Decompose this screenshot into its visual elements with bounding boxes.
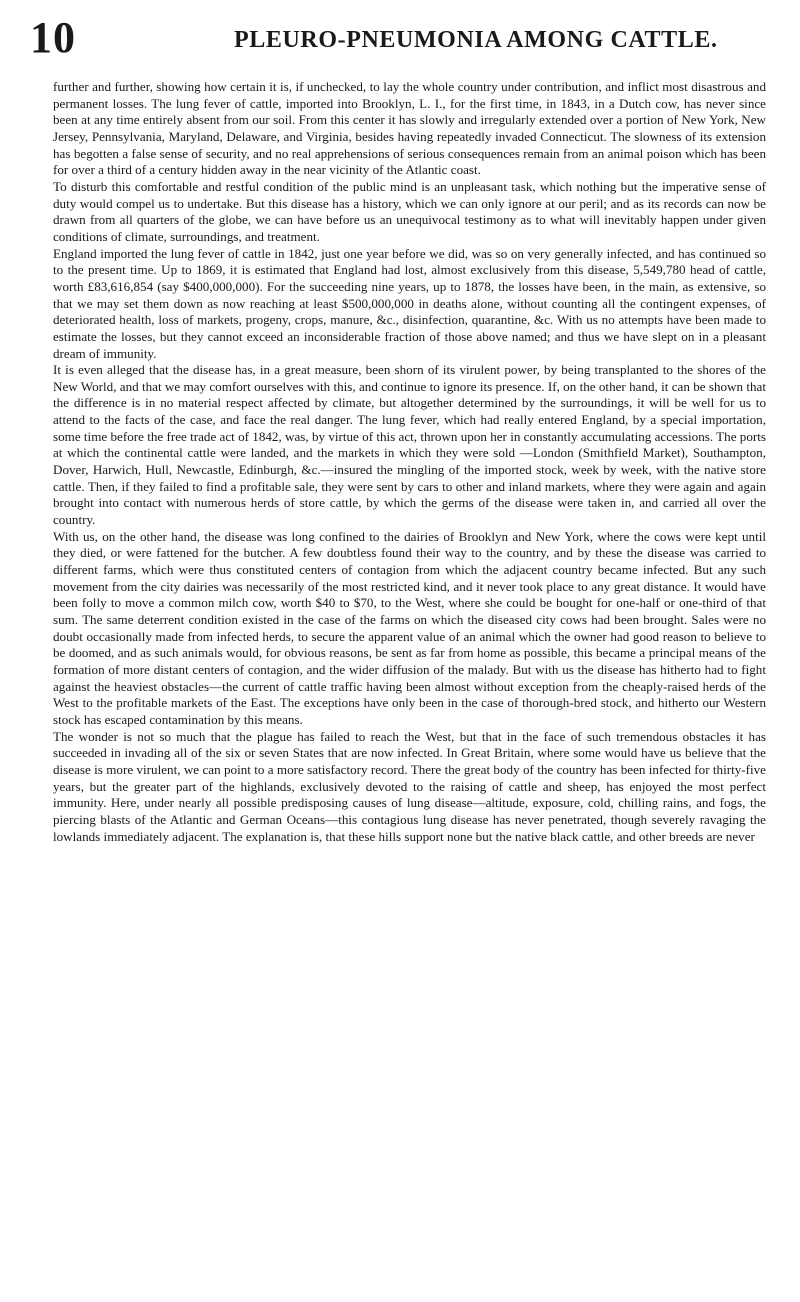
paragraph: further and further, showing how certain it is, if unchecked, to lay the whole country under contribution, and inflict most disastrous and permanent losses. The lung fever of cattle, imported into Brooklyn, L. I., for the first time, in 1843, in a Dutch cow, has never since been at any time entirely absent from our soil. From this center it has slowly and irregularly extended over a portion of New York, New Jersey, Pennsylvania, Maryland, Delaware, and Virginia, besides having repeatedly invaded Connecticut. The slowness of its extension has begotten a false sense of security, and no real apprehensions of serious consequences remain from an animal poison which has been for over a third of a century hidden away in the near vicinity of the Atlantic coast. <box>53 79 766 178</box>
paragraph: With us, on the other hand, the disease was long confined to the dairies of Brooklyn and New York, where the cows were kept until they died, or were fattened for the butcher. A few doubtless found their way to the country, and by these the disease was carried to different farms, which were thus constituted centers of contagion from which the adjacent country became infected. But any such movement from the city dairies was necessarily of the most restricted kind, and it never took place to any great distance. It would have been folly to move a common milch cow, worth $40 to $70, to the West, where she could be bought for one-half or one-third of that sum. The same deterrent condition existed in the case of the farms on which the diseased city cows had been brought. Sales were no doubt occasionally made from infected herds, to secure the apparent value of an animal which the owner had good reason to believe to be doomed, and as such animals would, for obvious reasons, be sent as far from home as possible, this became a principal means of the formation of more distant centers of contagion, and the wider diffusion of the malady. But with us the disease has hitherto had to fight against the heaviest obstacles—the current of cattle traffic having been almost without exception from the cheaply-raised herds of the West to the profitable markets of the East. The exceptions have only been in the case of thorough-bred stock, and hitherto our Western stock has escaped contamination by this means. <box>53 528 766 727</box>
body-text <box>53 79 766 845</box>
paragraph: To disturb this comfortable and restful condition of the public mind is an unpleasant task, which nothing but the imperative sense of duty would compel us to undertake. But this disease has a history, which we can only ignore at our peril; and as its records can now be drawn from all quarters of the globe, we can have before us an unequivocal testimony as to what will inevitably happen under given conditions of climate, surroundings, and treatment. <box>53 178 766 244</box>
paragraph: It is even alleged that the disease has, in a great measure, been shorn of its virulent power, by being transplanted to the shores of the New World, and that we may comfort ourselves with this, and continue to ignore its presence. If, on the other hand, it can be shown that the difference is in no material respect affected by climate, but altogether determined by the surroundings, it will be well for us to attend to the facts of the case, and face the real danger. The lung fever, which had really entered England, by a special importation, some time before the free trade act of 1842, was, by virtue of this act, thrown upon her in constantly accumulating accessions. The ports at which the continental cattle were landed, and the markets in which they were sold —London (Smithfield Market), Southampton, Dover, Harwich, Hull, Newcastle, Edinburgh, &c.—insured the mingling of the imported stock, week by week, with the native store cattle. Then, if they failed to find a profitable sale, they were sent by cars to other and inland markets, where they were again and again brought into contact with numerous herds of store cattle, by which the germs of the disease were taken in, and carried all over the country. <box>53 362 766 528</box>
running-title: PLEURO-PNEUMONIA AMONG CATTLE. <box>234 27 718 53</box>
paragraph: The wonder is not so much that the plague has failed to reach the West, but that in the face of such tremendous obstacles it has succeeded in invading all of the six or seven States that are now infected. In Great Britain, where some would have us believe that the disease is more virulent, we can point to a more satisfactory record. There the great body of the country has been infected for thirty-five years, but the greater part of the highlands, exclusively devoted to the raising of cattle and sheep, has enjoyed the most perfect immunity. Here, under nearly all possible predisposing causes of lung disease—altitude, exposure, cold, chilling rains, and fogs, the piercing blasts of the Atlantic and German Oceans—this contagious lung disease has never penetrated, though severely ravaging the lowlands immediately adjacent. The explanation is, that these hills support none but the native black cattle, and other breeds are never <box>53 728 766 844</box>
page-header <box>30 14 770 62</box>
paragraph: England imported the lung fever of cattle in 1842, just one year before we did, was so on very generally infected, and has continued so to the present time. Up to 1869, it is estimated that England had lost, almost exclusively from this disease, 5,549,780 head of cattle, worth £83,616,854 (say $400,000,000). For the succeeding nine years, up to 1878, the losses have been, in the main, as extensive, so that we may set them down as now reaching at least $500,000,000 in deaths alone, without counting all the contingent expenses, of deteriorated health, loss of markets, progeny, crops, manure, &c., disinfection, quarantine, &c. With us no attempts have been made to estimate the losses, but they cannot exceed an inconsiderable fraction of those above named; and thus we have slept on in a pleasant dream of immunity. <box>53 245 766 361</box>
page-number: 10 <box>30 13 76 62</box>
